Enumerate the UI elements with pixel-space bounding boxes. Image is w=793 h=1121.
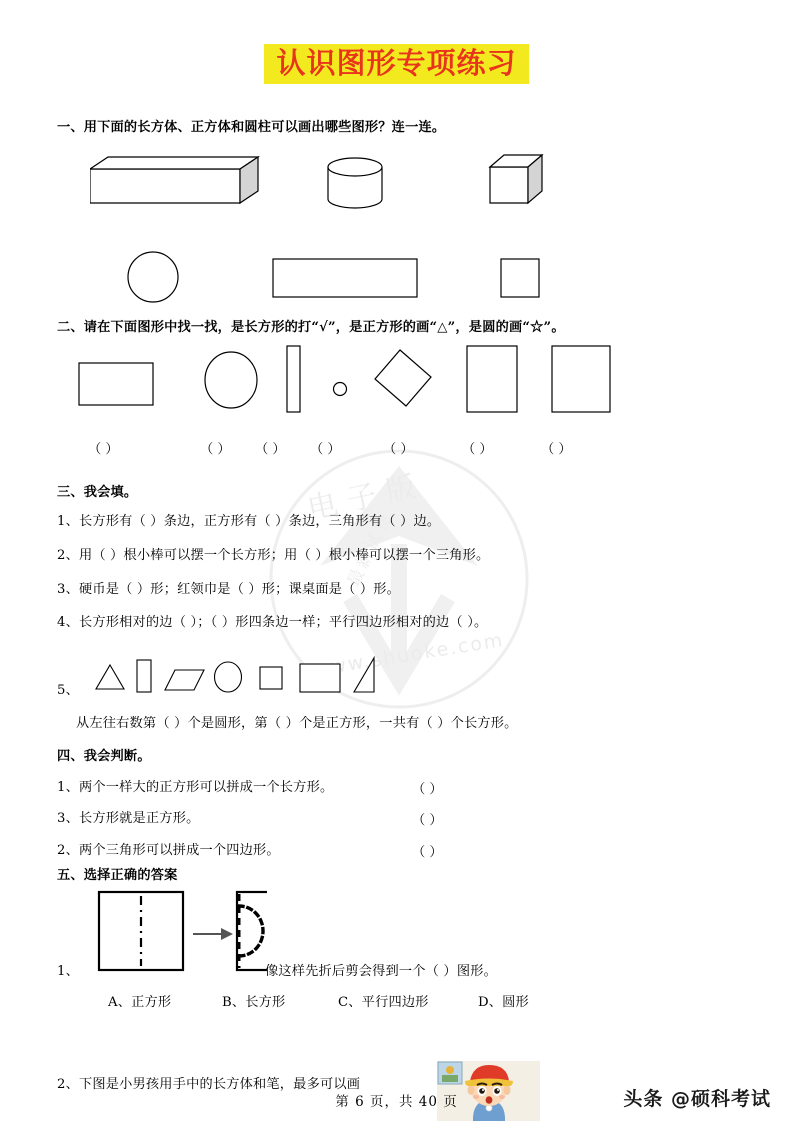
s5-q2-text: 2、下图是小男孩用手中的长方体和笔，最多可以画: [57, 1077, 361, 1092]
arrow-icon: [221, 928, 233, 940]
shape-s2-oval: [203, 350, 259, 414]
s5-q1-number: 1、: [57, 964, 79, 979]
watermark-text-url: www.shuoke.com: [311, 629, 506, 681]
page-title: [0, 44, 793, 84]
s3-item-4[interactable]: 4、长方形相对的边（ ）；（ ）形四条边一样；平行四边形相对的边（ ）。: [57, 615, 488, 630]
s2-answer-slot-5[interactable]: （ ）: [383, 442, 414, 457]
s4-item-2-slot[interactable]: （ ）: [412, 813, 443, 828]
shape-s3-oval: [213, 661, 243, 697]
s2-answer-slot-4[interactable]: （ ）: [310, 442, 341, 457]
shape-s3-vertical-rectangle: [134, 659, 154, 697]
s5-q1-option-b[interactable]: B、长方形: [222, 995, 286, 1010]
s3-item-3[interactable]: 3、硬币是（ ）形；红领巾是（ ）形；课桌面是（ ）形。: [57, 582, 401, 597]
page-footer: 第 6 页，共 40 页: [335, 1094, 458, 1110]
watermark-text-cn: 电子版: [304, 467, 430, 528]
section-3-heading: 三、我会填。: [57, 485, 138, 500]
s2-answer-slot-3[interactable]: （ ）: [255, 442, 286, 457]
s2-answer-slot-2[interactable]: （ ）: [200, 442, 231, 457]
shape-s2-square: [551, 345, 611, 417]
shape-cube: [488, 153, 550, 215]
section-4-heading: 四、我会判断。: [57, 749, 151, 764]
s4-item-3-slot[interactable]: （ ）: [412, 845, 443, 860]
s4-item-3-text: 2、两个三角形可以拼成一个四边形。: [57, 843, 280, 858]
s5-q1-option-c[interactable]: C、平行四边形: [338, 995, 429, 1010]
s5-q1-option-a[interactable]: A、正方形: [108, 995, 172, 1010]
shape-s3-parallelogram: [164, 668, 206, 696]
s3-item-5-text[interactable]: 从左往右数第（ ）个是圆形，第（ ）个是正方形，一共有（ ）个长方形。: [76, 716, 518, 731]
section-5-heading: 五、选择正确的答案: [57, 868, 178, 883]
shape-s3-triangle: [94, 663, 126, 695]
shape-s2-tall-rectangle: [466, 345, 518, 417]
shape-s2-small-circle: [332, 381, 348, 401]
section-2-heading: 二、请在下面图形中找一找，是长方形的打“√”，是正方形的画“△”，是圆的画“☆”。: [57, 320, 565, 335]
section-1-heading: 一、用下面的长方体、正方体和圆柱可以画出哪些图形？连一连。: [57, 120, 446, 135]
shape-s3-small-square: [259, 666, 283, 694]
watermark-text-side: 最新试卷: [343, 509, 397, 590]
s5-q1-option-d[interactable]: D、圆形: [478, 995, 529, 1010]
shape-s2-rectangle: [78, 362, 154, 410]
shape-s2-thin-vertical-rectangle: [285, 345, 303, 417]
s2-answer-slot-7[interactable]: （ ）: [541, 442, 572, 457]
title-highlight: [264, 44, 528, 84]
s4-item-1-text: 1、两个一样大的正方形可以拼成一个长方形。: [57, 780, 334, 795]
s4-item-1-slot[interactable]: （ ）: [412, 782, 443, 797]
shape-cylinder: [320, 155, 390, 219]
s3-item-5-number: 5、: [57, 683, 79, 698]
shape-square: [500, 258, 540, 302]
s4-item-2-text: 3、长方形就是正方形。: [57, 811, 200, 826]
fold-cut-diagram: [97, 890, 267, 976]
s2-answer-slot-6[interactable]: （ ）: [462, 442, 493, 457]
s2-answer-slot-1[interactable]: （ ）: [88, 442, 119, 457]
title-text: 认识图形专项练习: [276, 46, 517, 80]
s3-item-1[interactable]: 1、长方形有（ ）条边，正方形有（ ）条边，三角形有（ ）边。: [57, 514, 441, 529]
shape-rectangle: [272, 258, 418, 302]
shape-cuboid: [90, 155, 270, 214]
s3-item-2[interactable]: 2、用（ ）根小棒可以摆一个长方形；用（ ）根小棒可以摆一个三角形。: [57, 548, 490, 563]
shape-s2-diamond: [372, 347, 434, 413]
shape-s3-rectangle: [299, 663, 341, 697]
shape-circle: [126, 250, 180, 308]
shape-s3-right-triangle: [352, 656, 378, 698]
s5-q1-text[interactable]: 像这样先折后剪会得到一个（ ）图形。: [265, 964, 497, 979]
brand-watermark: 头条 @硕科考试: [623, 1088, 771, 1110]
